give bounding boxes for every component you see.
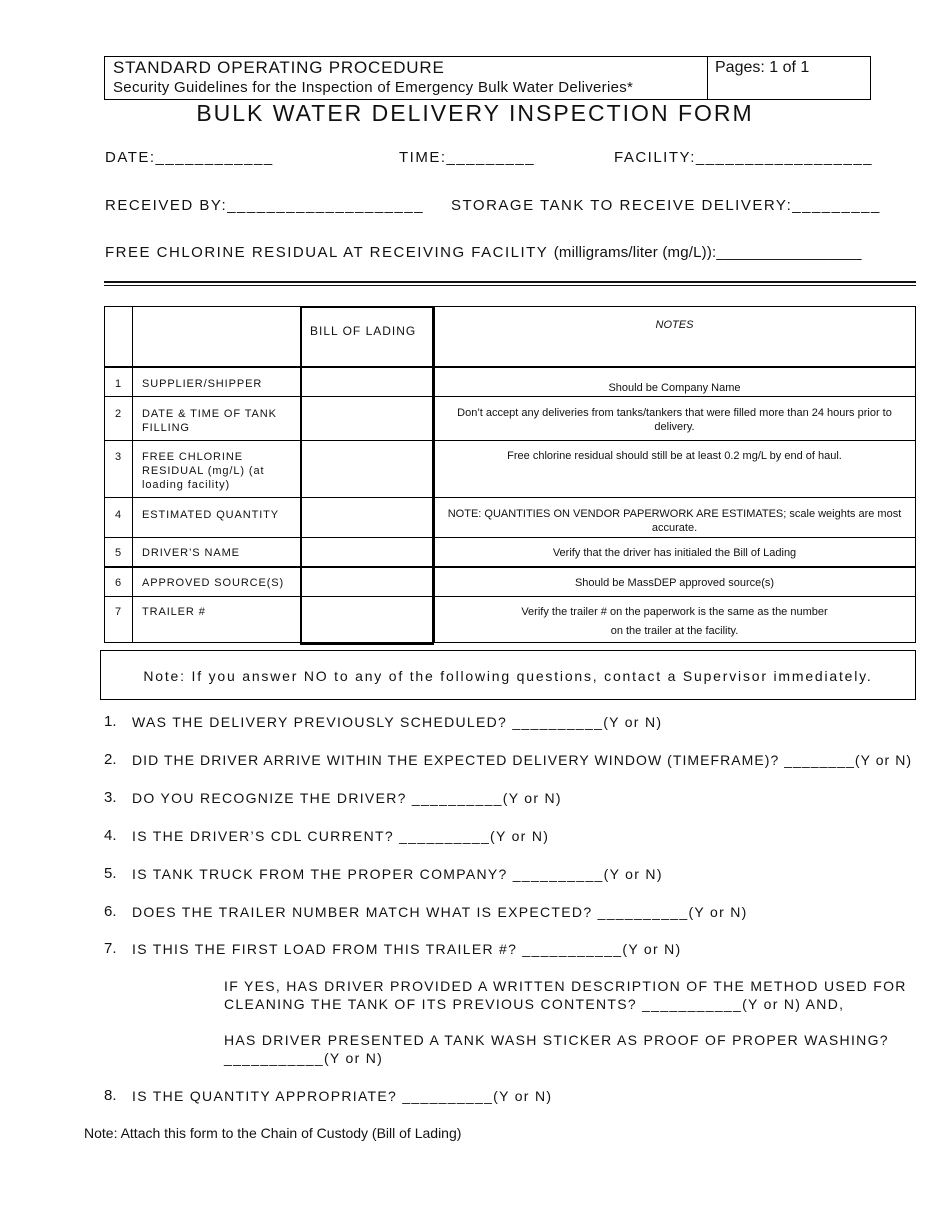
document-header — [104, 56, 871, 100]
question-number: 8. — [104, 1087, 117, 1104]
question-4[interactable]: IS THE DRIVER’S CDL CURRENT? __________(Y or N) — [132, 828, 550, 844]
question-7[interactable]: IS THIS THE FIRST LOAD FROM THIS TRAILER #? ___________(Y or N) — [132, 941, 682, 957]
chlorine-receiving-label: FREE CHLORINE RESIDUAL AT RECEIVING FACILITY — [105, 244, 549, 261]
row-label: DRIVER’S NAME — [142, 547, 240, 559]
footer-note: Note: Attach this form to the Chain of Custody (Bill of Lading) — [84, 1125, 462, 1141]
sop-subtitle: Security Guidelines for the Inspection of Emergency Bulk Water Deliveries* — [113, 79, 634, 96]
question-2[interactable]: DID THE DRIVER ARRIVE WITHIN THE EXPECTED DELIVERY WINDOW (TIMEFRAME)? ________(Y or N) — [132, 752, 913, 768]
row-note: NOTE: QUANTITIES ON VENDOR PAPERWORK ARE ESTIMATES; scale weights are most accurate. — [447, 508, 902, 534]
date-field[interactable]: DATE:____________ — [105, 149, 274, 166]
column-header-notes: NOTES — [655, 319, 694, 331]
received-by-field[interactable]: RECEIVED BY:____________________ — [105, 197, 425, 214]
divider — [104, 281, 916, 283]
row-label: TRAILER # — [142, 606, 206, 618]
question-6[interactable]: DOES THE TRAILER NUMBER MATCH WHAT IS EXPECTED? __________(Y or N) — [132, 904, 748, 920]
question-number: 7. — [104, 940, 117, 957]
row-number: 2 — [115, 408, 122, 420]
delivery-table — [104, 306, 916, 643]
question-number: 2. — [104, 751, 117, 768]
row-number: 5 — [115, 547, 122, 559]
question-number: 6. — [104, 903, 117, 920]
form-title: BULK WATER DELIVERY INSPECTION FORM — [196, 100, 754, 126]
row-label: DATE & TIME OF TANK FILLING — [142, 408, 277, 434]
row-number: 3 — [115, 451, 122, 463]
row-note: on the trailer at the facility. — [610, 625, 739, 637]
question-1[interactable]: WAS THE DELIVERY PREVIOUSLY SCHEDULED? __________(Y or N) — [132, 714, 663, 730]
row-label: ESTIMATED QUANTITY — [142, 509, 280, 521]
sop-heading: STANDARD OPERATING PROCEDURE — [113, 58, 445, 77]
row-label: SUPPLIER/SHIPPER — [142, 378, 263, 390]
storage-tank-field[interactable]: STORAGE TANK TO RECEIVE DELIVERY:_________ — [451, 197, 881, 214]
time-field[interactable]: TIME:_________ — [399, 149, 536, 166]
question-5[interactable]: IS TANK TRUCK FROM THE PROPER COMPANY? __________(Y or N) — [132, 866, 663, 882]
supervisor-note — [100, 650, 916, 700]
row-label: APPROVED SOURCE(S) — [142, 577, 285, 589]
row-note: Don’t accept any deliveries from tanks/tankers that were filled more than 24 hours prior to delivery. — [457, 407, 892, 433]
row-number: 6 — [115, 577, 122, 589]
question-3[interactable]: DO YOU RECOGNIZE THE DRIVER? __________(Y or N) — [132, 790, 562, 806]
row-number: 4 — [115, 509, 122, 521]
question-number: 1. — [104, 713, 117, 730]
row-note: Should be MassDEP approved source(s) — [574, 577, 775, 589]
question-7-sub-b-line1: HAS DRIVER PRESENTED A TANK WASH STICKER AS PROOF OF PROPER WASHING? — [224, 1032, 889, 1048]
question-7-sub-a-line2[interactable]: CLEANING THE TANK OF ITS PREVIOUS CONTENTS? ___________(Y or N) AND, — [224, 996, 845, 1012]
row-number: 1 — [115, 378, 122, 390]
supervisor-note-text: Note: If you answer NO to any of the following questions, contact a Supervisor immediately. — [143, 668, 873, 684]
row-note: Free chlorine residual should still be at least 0.2 mg/L by end of haul. — [507, 450, 842, 462]
question-number: 5. — [104, 865, 117, 882]
facility-field[interactable]: FACILITY:__________________ — [614, 149, 874, 166]
column-header-bill-of-lading: BILL OF LADING — [310, 324, 417, 338]
row-number: 7 — [115, 606, 122, 618]
question-7-sub-b-line2[interactable]: ___________(Y or N) — [224, 1050, 384, 1066]
row-note: Verify that the driver has initialed the Bill of Lading — [552, 547, 797, 559]
question-number: 4. — [104, 827, 117, 844]
question-number: 3. — [104, 789, 117, 806]
row-note: Should be Company Name — [608, 382, 741, 394]
page-count: Pages: 1 of 1 — [715, 59, 810, 76]
question-7-sub-a-line1: IF YES, HAS DRIVER PROVIDED A WRITTEN DESCRIPTION OF THE METHOD USED FOR — [224, 978, 907, 994]
chlorine-receiving-field[interactable] — [105, 244, 862, 261]
bill-of-lading-column[interactable] — [300, 306, 434, 645]
question-8[interactable]: IS THE QUANTITY APPROPRIATE? __________(Y or N) — [132, 1088, 553, 1104]
row-label: FREE CHLORINE RESIDUAL (mg/L) (at loading facility) — [142, 451, 265, 491]
chlorine-receiving-units: (milligrams/liter (mg/L)):_________________ — [553, 244, 862, 261]
divider — [104, 285, 916, 286]
row-note: Verify the trailer # on the paperwork is the same as the number — [521, 606, 828, 618]
